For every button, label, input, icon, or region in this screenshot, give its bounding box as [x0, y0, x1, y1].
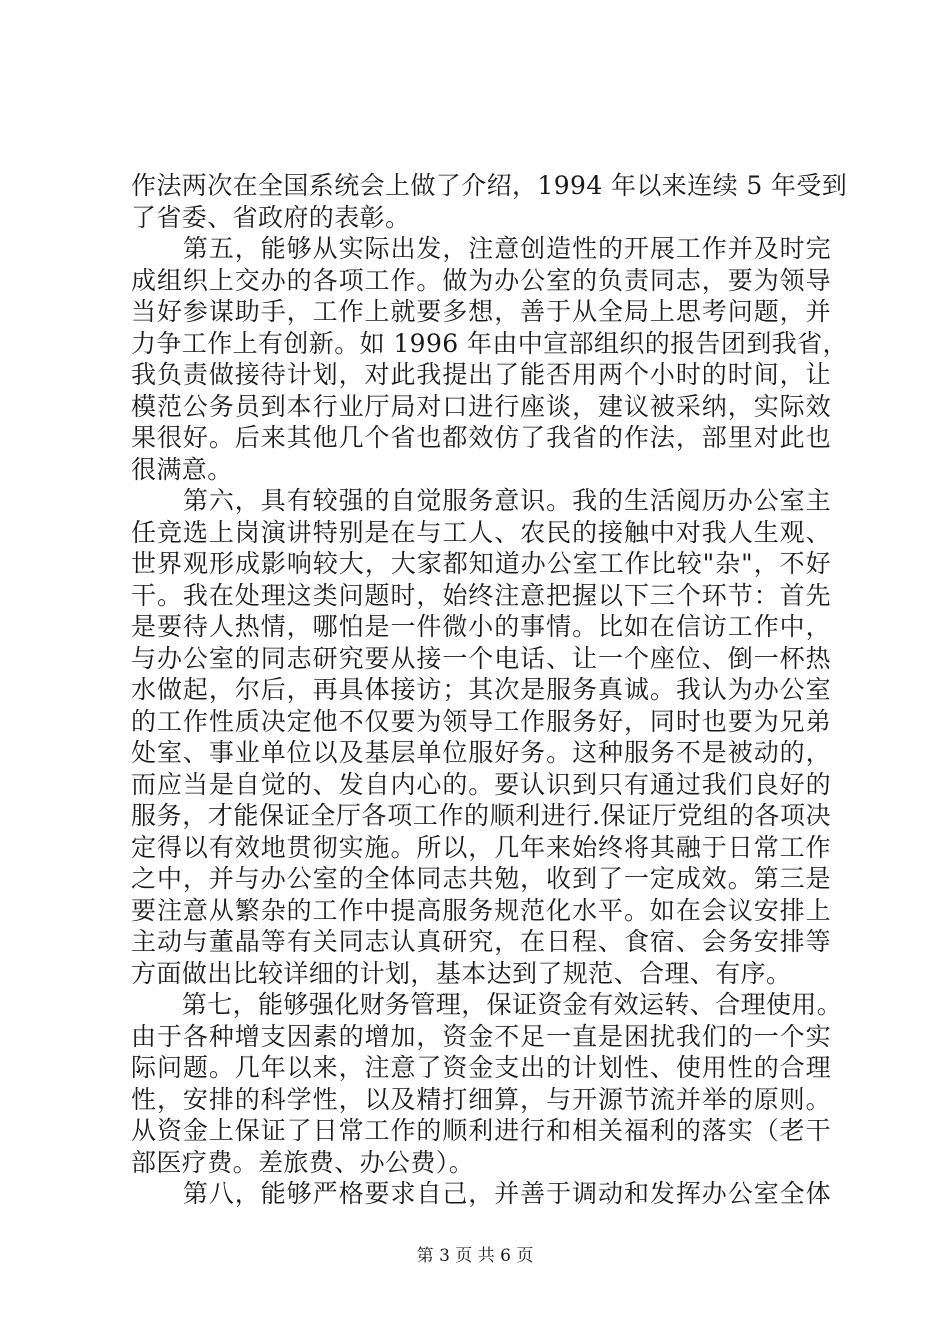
text-line: 我负责做接待计划，对此我提出了能否用两个小时的时间，让: [131, 360, 831, 389]
text-line: 第五，能够从实际出发，注意创造性的开展工作并及时完: [131, 234, 831, 263]
text-line: 当好参谋助手，工作上就要多想，善于从全局上思考问题，并: [131, 297, 831, 326]
text-line: 性，安排的科学性，以及精打细算，与开源节流并举的原则。: [131, 1084, 831, 1114]
text-line: 力争工作上有创新。如 1996 年由中宣部组织的报告团到我省，: [131, 328, 848, 358]
text-line: 由于各种增支因素的增加，资金不足一直是困扰我们的一个实: [131, 1021, 831, 1051]
text-line: 之中，并与办公室的全体同志共勉，收到了一定成效。第三是: [131, 864, 831, 893]
text-line: 服务，才能保证全厅各项工作的顺利进行.保证厅党组的各项决: [131, 801, 831, 830]
text-line: 与办公室的同志研究要从接一个电话、让一个座位、倒一杯热: [131, 643, 831, 673]
text-line: 的工作性质决定他不仅要为领导工作服务好，同时也要为兄弟: [131, 706, 831, 736]
text-line: 方面做出比较详细的计划，基本达到了规范、合理、有序。: [131, 958, 792, 988]
text-line: 成组织上交办的各项工作。做为办公室的负责同志，要为领导: [131, 265, 831, 295]
text-line: 水做起，尔后，再具体接访；其次是服务真诚。我认为办公室: [131, 675, 831, 704]
text-line: 模范公务员到本行业厅局对口进行座谈，建议被采纳，实际效: [131, 391, 831, 421]
text-line: 任竞选上岗演讲特别是在与工人、农民的接触中对我人生观、: [131, 517, 831, 547]
text-line: 第八，能够严格要求自己，并善于调动和发挥办公室全体: [131, 1179, 831, 1208]
text-line: 很满意。: [131, 454, 233, 484]
text-line: 了省委、省政府的表彰。: [131, 202, 411, 232]
text-line: 处室、事业单位以及基层单位服好务。这种服务不是被动的，: [131, 738, 831, 767]
text-line: 作法两次在全国系统会上做了介绍，1994 年以来连续 5 年受到: [131, 171, 848, 200]
text-line: 果很好。后来其他几个省也都效仿了我省的作法，部里对此也: [131, 423, 831, 452]
text-line: 干。我在处理这类问题时，始终注意把握以下三个环节：首先: [131, 580, 831, 610]
text-line: 而应当是自觉的、发自内心的。要认识到只有通过我们良好的: [131, 769, 831, 799]
page-number-footer: 第 3 页 共 6 页: [416, 1246, 534, 1266]
text-line: 第六，具有较强的自觉服务意识。我的生活阅历办公室主: [131, 486, 831, 515]
text-line: 部医疗费。差旅费、办公费）。: [131, 1147, 475, 1177]
text-line: 是要待人热情，哪怕是一件微小的事情。比如在信访工作中，: [131, 612, 831, 641]
text-line: 要注意从繁杂的工作中提高服务规范化水平。如在会议安排上: [131, 895, 831, 925]
text-line: 第七，能够强化财务管理，保证资金有效运转、合理使用。: [131, 990, 843, 1019]
text-line: 从资金上保证了日常工作的顺利进行和相关福利的落实（老干: [131, 1116, 831, 1145]
text-line: 际问题。几年以来，注意了资金支出的计划性、使用性的合理: [131, 1053, 831, 1082]
text-line: 主动与董晶等有关同志认真研究，在日程、食宿、会务安排等: [131, 927, 831, 956]
text-line: 定得以有效地贯彻实施。所以，几年来始终将其融于日常工作: [131, 832, 831, 862]
text-line: 世界观形成影响较大，大家都知道办公室工作比较"杂"，不好: [131, 549, 831, 578]
